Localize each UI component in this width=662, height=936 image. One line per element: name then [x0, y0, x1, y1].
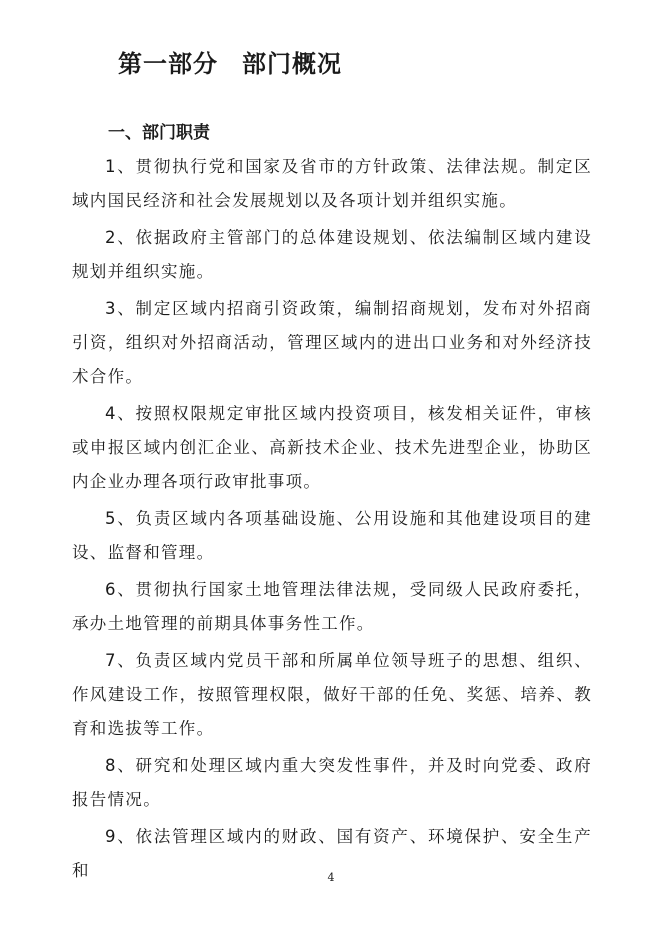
duty-item-5: 5、负责区域内各项基础设施、公用设施和其他建设项目的建设、监督和管理。: [72, 509, 592, 562]
duty-item-8: 8、研究和处理区域内重大突发性事件，并及时向党委、政府报告情况。: [72, 756, 592, 809]
page-title: [118, 44, 342, 79]
duty-item-2: 2、依据政府主管部门的总体建设规划、依法编制区域内建设规划并组织实施。: [72, 228, 592, 281]
duty-item-6: 6、贯彻执行国家土地管理法律法规，受同级人民政府委托，承办土地管理的前期具体事务性工作。: [72, 580, 592, 633]
duty-item-4: 4、按照权限规定审批区域内投资项目，核发相关证件，审核或申报区域内创汇企业、高新技术企业、技术先进型企业，协助区内企业办理各项行政审批事项。: [72, 404, 592, 491]
title-name: 部门概况: [242, 50, 342, 78]
duty-item-9: 9、依法管理区域内的财政、国有资产、环境保护、安全生产和: [72, 827, 592, 880]
title-part: 第一部分: [118, 50, 218, 78]
section-heading: 一、部门职责: [108, 123, 210, 143]
duty-item-7: 7、负责区域内党员干部和所属单位领导班子的思想、组织、作风建设工作，按照管理权限，做好干部的任免、奖惩、培养、教育和选拔等工作。: [72, 651, 592, 738]
page-number: 4: [327, 871, 335, 884]
duty-item-3: 3、制定区域内招商引资政策，编制招商规划，发布对外招商引资，组织对外招商活动，管理区域内的进出口业务和对外经济技术合作。: [72, 299, 592, 386]
duty-list: [72, 150, 592, 891]
duty-item-1: 1、贯彻执行党和国家及省市的方针政策、法律法规。制定区域内国民经济和社会发展规划以及各项计划并组织实施。: [72, 157, 592, 210]
